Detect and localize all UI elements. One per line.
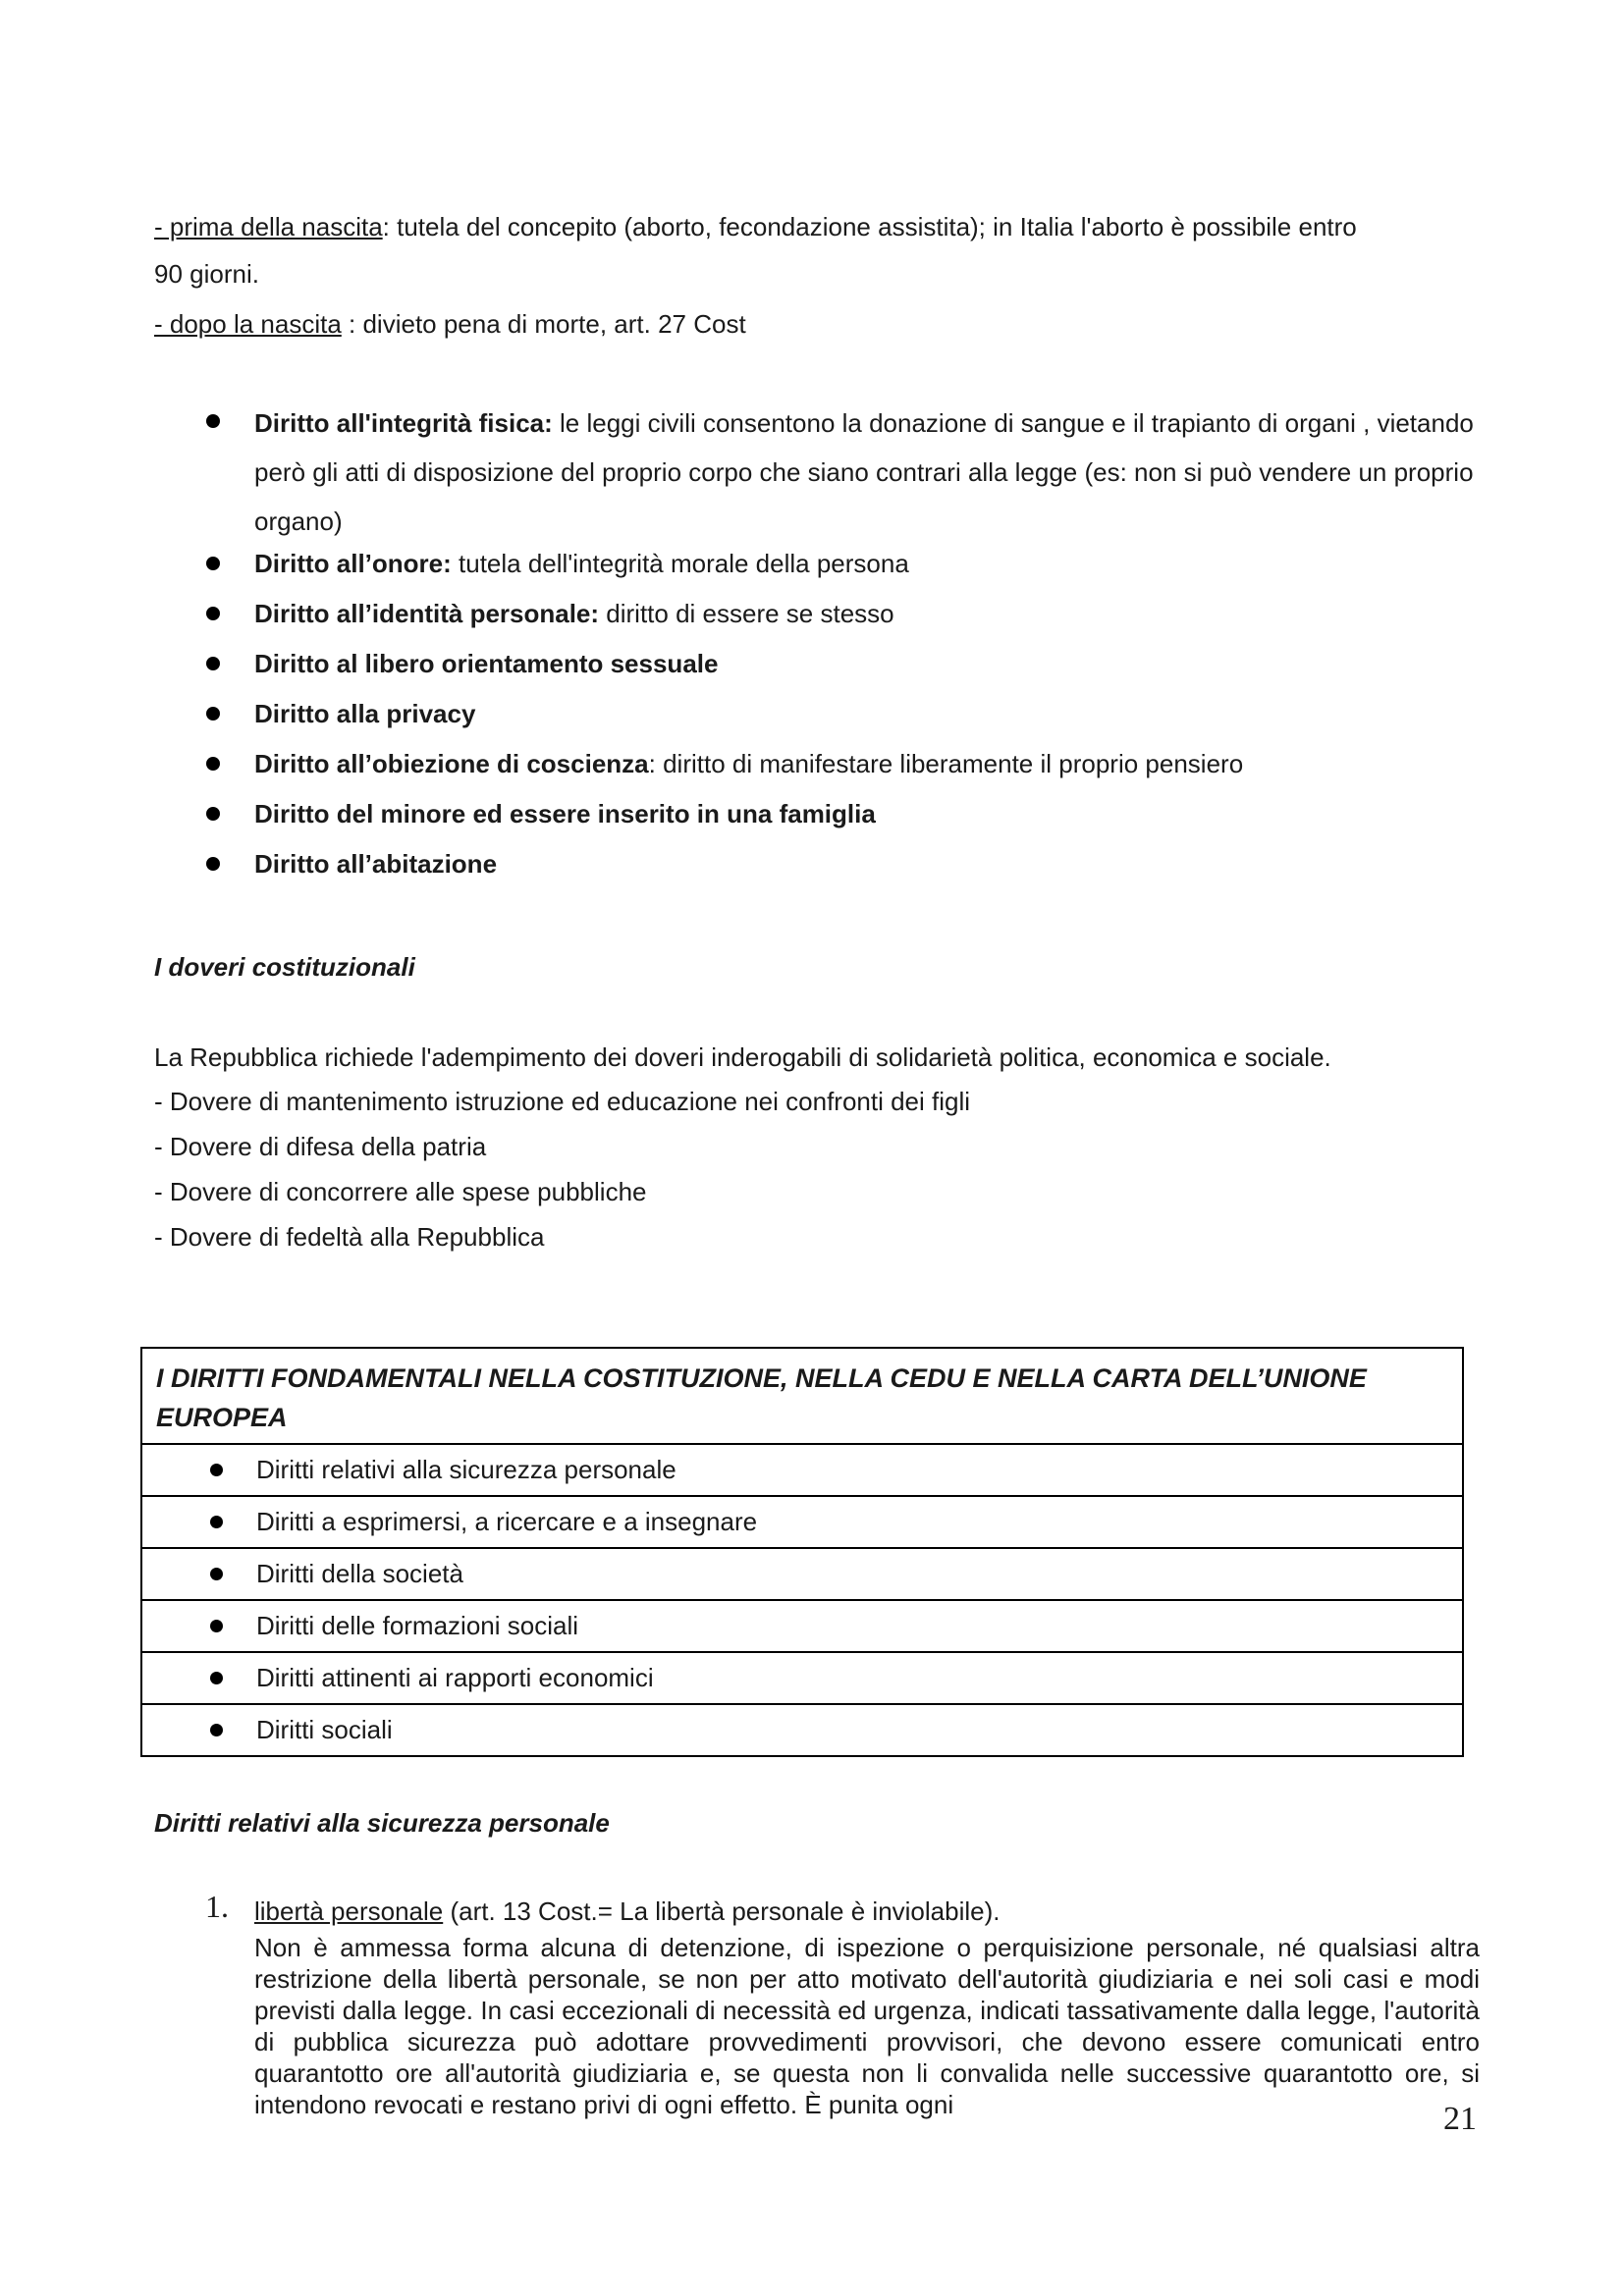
bullet-icon — [210, 1568, 223, 1580]
table-row — [141, 1548, 1463, 1600]
right-item — [254, 847, 1482, 881]
right-title: Diritto all'integrità fisica: — [254, 408, 553, 438]
table-row-text: Diritti delle formazioni sociali — [256, 1611, 578, 1640]
bullet-icon — [210, 1672, 223, 1684]
right-title: Diritto del minore ed essere inserito in una famiglia — [254, 799, 876, 828]
bullet-icon — [206, 657, 220, 670]
right-text: tutela dell'integrità morale della persona — [451, 549, 909, 578]
section-paragraph: Non è ammessa forma alcuna di detenzione, di ispezione o perquisizione personale, né qualsiasi altra restrizione della libertà personale, se non per atto motivato dell'autorità giudiziaria e nei soli casi e modi previsti dalla legge. In casi eccezionali di necessità ed urgenza, indicati tassativamente dalla legge, l'autorità di pubblica sicurezza può adottare provvedimenti provvisori, che devono essere comunicati entro quarantotto ore all'autorità giudiziaria e, se questa non li convalida nelle successive quarantotto ore, si intendono revocati e restano privi di ogni effetto. È punita ogni — [254, 1933, 1480, 2119]
table-row-text: Diritti attinenti ai rapporti economici — [256, 1663, 654, 1692]
right-item — [254, 597, 1482, 630]
right-item — [254, 697, 1482, 730]
before-birth-text: : tutela del concepito (aborto, fecondazione assistita); in Italia l'aborto è possibile entro — [382, 212, 1357, 241]
bullet-icon — [210, 1620, 223, 1632]
page-number: 21 — [1443, 2101, 1477, 2137]
right-text: diritto di essere se stesso — [599, 599, 894, 628]
table-row — [141, 1652, 1463, 1704]
bullet-icon — [210, 1724, 223, 1736]
bullet-icon — [206, 557, 220, 570]
bullet-icon — [206, 857, 220, 871]
right-item — [254, 547, 1482, 580]
intro-line-after-birth — [154, 307, 1480, 341]
right-title: Diritto all’identità personale: — [254, 599, 600, 628]
right-title: Diritto alla privacy — [254, 699, 476, 728]
bullet-icon — [210, 1464, 223, 1476]
duty-item: - Dovere di concorrere alle spese pubbliche — [154, 1177, 647, 1206]
bullet-icon — [206, 707, 220, 721]
table-row-text: Diritti della società — [256, 1559, 463, 1588]
bullet-icon — [206, 807, 220, 821]
right-text: le leggi civili consentono la donazione di sangue e il trapianto di organi , vietando però gli atti di disposizione del proprio corpo che siano contrari alla legge (es: non si può vendere un proprio organo) — [254, 408, 1474, 536]
table-row — [141, 1704, 1463, 1756]
table-row-text: Diritti relativi alla sicurezza personale — [256, 1455, 676, 1484]
section-item-label: libertà personale — [254, 1896, 444, 1926]
table-row — [141, 1496, 1463, 1548]
right-item — [254, 399, 1482, 546]
fundamental-rights-table — [140, 1347, 1464, 1757]
right-item — [254, 647, 1482, 680]
right-item — [254, 747, 1482, 780]
list-number: 1. — [205, 1889, 229, 1924]
duty-item: - Dovere di fedeltà alla Repubblica — [154, 1222, 545, 1252]
right-item — [254, 797, 1482, 830]
table-row-text: Diritti a esprimersi, a ricercare e a insegnare — [256, 1507, 758, 1536]
section-item-text: (art. 13 Cost.= La libertà personale è inviolabile). — [443, 1896, 1001, 1926]
table-row — [141, 1444, 1463, 1496]
table-row — [141, 1600, 1463, 1652]
bullet-icon — [206, 757, 220, 771]
duty-item: - Dovere di difesa della patria — [154, 1132, 487, 1161]
right-text: : diritto di manifestare liberamente il proprio pensiero — [648, 749, 1244, 778]
right-title: Diritto all’obiezione di coscienza — [254, 749, 649, 778]
bullet-icon — [206, 607, 220, 620]
intro-line-continued: 90 giorni. — [154, 259, 259, 289]
intro-line-before-birth — [154, 210, 1480, 243]
duties-heading: I doveri costituzionali — [154, 952, 415, 982]
right-title: Diritto all’abitazione — [254, 849, 498, 879]
bullet-icon — [206, 414, 220, 428]
right-title: Diritto all’onore: — [254, 549, 452, 578]
after-birth-label: - dopo la nascita — [154, 309, 342, 339]
bullet-icon — [210, 1516, 223, 1528]
table-row-text: Diritti sociali — [256, 1715, 393, 1744]
section-heading: Diritti relativi alla sicurezza personale — [154, 1808, 610, 1838]
right-title: Diritto al libero orientamento sessuale — [254, 649, 719, 678]
section-item-title — [254, 1895, 1580, 1928]
duty-item: - Dovere di mantenimento istruzione ed educazione nei confronti dei figli — [154, 1087, 971, 1116]
table-header: I DIRITTI FONDAMENTALI NELLA COSTITUZIONE, NELLA CEDU E NELLA CARTA DELL’UNIONE EUROPEA — [141, 1348, 1463, 1444]
duties-intro: La Repubblica richiede l'adempimento dei doveri inderogabili di solidarietà politica, economica e sociale. — [154, 1042, 1331, 1072]
before-birth-label: - prima della nascita — [154, 212, 383, 241]
after-birth-text: : divieto pena di morte, art. 27 Cost — [341, 309, 746, 339]
